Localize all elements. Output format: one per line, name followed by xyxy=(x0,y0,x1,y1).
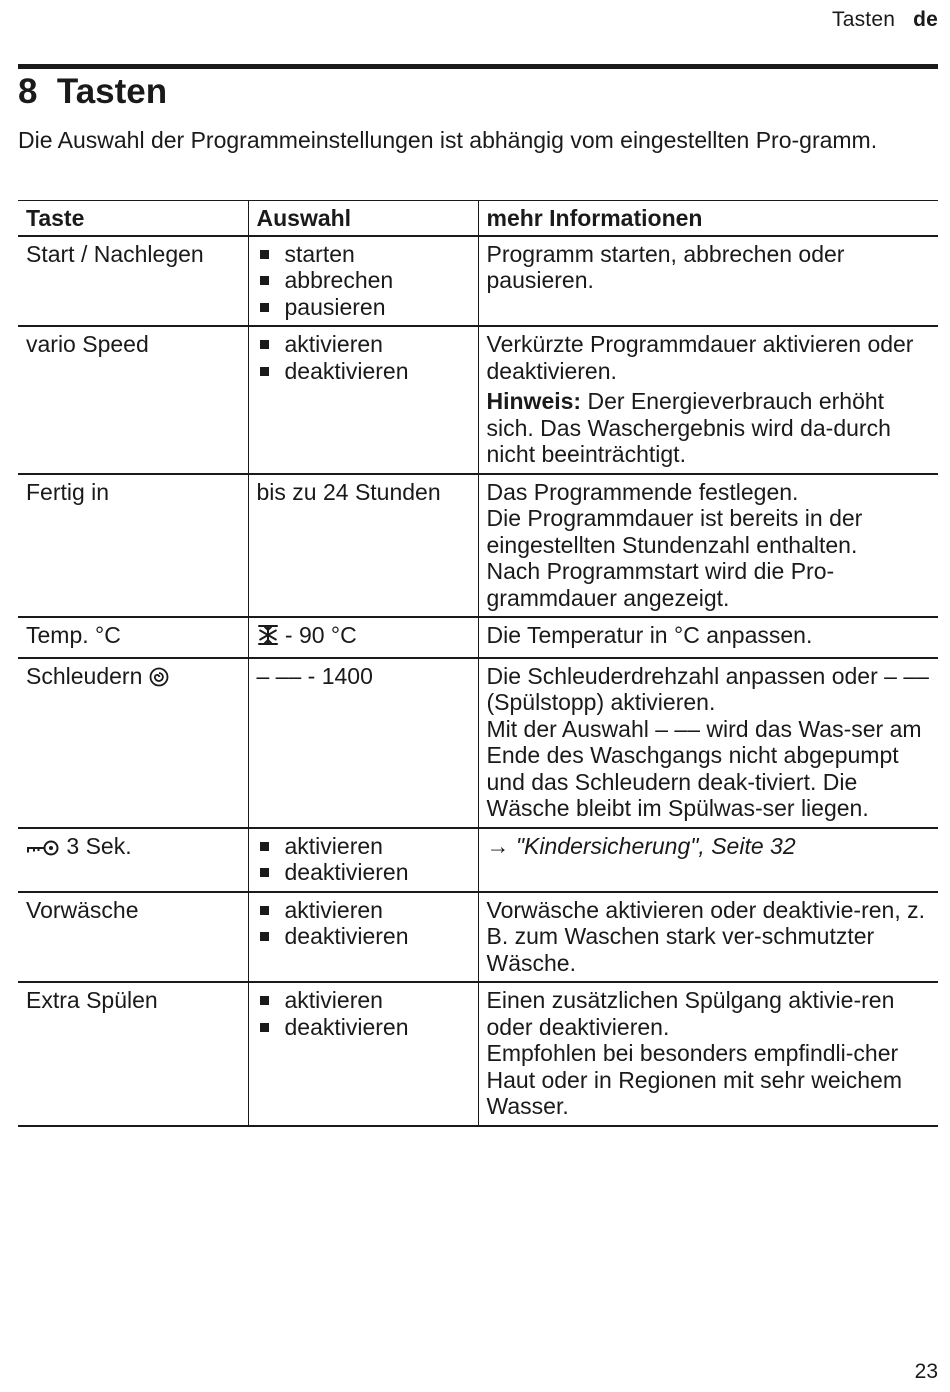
info-text: Das Programmende festlegen. xyxy=(486,478,799,505)
info-text: Mit der Auswahl – –– wird das Was-ser am Ende des Waschgangs nicht abgepumpt und das Schleudern deak-tiviert. Die Wäsche bleibt im Spülwas-ser liegen. xyxy=(486,715,922,821)
selection-cell xyxy=(248,326,478,474)
key-cell: Extra Spülen xyxy=(18,982,248,1126)
info-text: Vorwäsche aktivieren oder deaktivie-ren, z. B. zum Waschen stark ver-schmutzter Wäsche. xyxy=(486,896,925,976)
option-list xyxy=(257,897,470,950)
running-header-language: de xyxy=(913,8,938,31)
selection-cell: bis zu 24 Stunden xyxy=(248,474,478,618)
option-item: aktivieren xyxy=(257,833,470,860)
spin-icon xyxy=(149,666,169,693)
column-header-auswahl: Auswahl xyxy=(248,201,478,236)
chapter-number: 8 xyxy=(18,72,38,111)
option-item: abbrechen xyxy=(257,267,470,294)
child-lock-key-icon xyxy=(26,836,60,863)
key-cell: Temp. °C xyxy=(18,617,248,658)
keys-table xyxy=(18,200,938,1127)
info-text: Programm starten, abbrechen oder pausieren. xyxy=(486,240,845,293)
table-row xyxy=(18,474,938,618)
cross-reference-text[interactable]: "Kindersicherung", Seite 32 xyxy=(515,832,796,859)
info-cell xyxy=(478,326,938,474)
option-list xyxy=(257,987,470,1040)
info-text: Verkürzte Programmdauer aktivieren oder deaktivieren. xyxy=(486,331,914,384)
option-item: deaktivieren xyxy=(257,923,470,950)
right-arrow-icon: → xyxy=(486,832,510,859)
option-item: pausieren xyxy=(257,294,470,321)
cold-snowflake-icon xyxy=(257,624,279,652)
option-list xyxy=(257,241,470,321)
table-row xyxy=(18,892,938,983)
info-text: Nach Programmstart wird die Pro-grammdauer angezeigt. xyxy=(486,558,835,611)
option-list xyxy=(257,833,470,886)
table-header-row xyxy=(18,201,938,236)
option-item: aktivieren xyxy=(257,897,470,924)
selection-cell xyxy=(248,982,478,1126)
info-cell xyxy=(478,828,938,892)
cross-reference[interactable] xyxy=(487,833,931,860)
chapter-rule xyxy=(18,64,938,69)
key-cell: Fertig in xyxy=(18,474,248,618)
table-row xyxy=(18,617,938,658)
table-row xyxy=(18,658,938,828)
option-item: deaktivieren xyxy=(257,358,470,385)
intro-paragraph: Die Auswahl der Programmeinstellungen ist abhängig vom eingestellten Pro-gramm. xyxy=(18,127,878,153)
info-text: Die Schleuderdrehzahl anpassen oder – –– (Spülstopp) aktivieren. xyxy=(486,662,929,715)
key-cell: vario Speed xyxy=(18,326,248,474)
selection-cell: – –– - 1400 xyxy=(248,658,478,828)
info-cell xyxy=(478,658,938,828)
option-item: aktivieren xyxy=(257,987,470,1014)
chapter-title: Tasten xyxy=(56,72,168,111)
info-cell xyxy=(478,617,938,658)
key-cell: Start / Nachlegen xyxy=(18,236,248,327)
info-cell xyxy=(478,474,938,618)
key-cell: Vorwäsche xyxy=(18,892,248,983)
column-header-info: mehr Informationen xyxy=(478,201,938,236)
note xyxy=(487,388,931,468)
selection-cell xyxy=(248,828,478,892)
info-cell xyxy=(478,892,938,983)
table-row xyxy=(18,236,938,327)
selection-range: - 90 °C xyxy=(284,622,357,648)
option-list xyxy=(257,331,470,384)
option-item: aktivieren xyxy=(257,331,470,358)
note-label: Hinweis: xyxy=(486,388,582,414)
table-row xyxy=(18,828,938,892)
chapter-heading xyxy=(18,72,167,112)
key-label: 3 Sek. xyxy=(66,832,132,859)
column-header-taste: Taste xyxy=(18,201,248,236)
key-label: Schleudern xyxy=(26,662,143,689)
table-row xyxy=(18,982,938,1126)
selection-cell xyxy=(248,236,478,327)
option-item: deaktivieren xyxy=(257,859,470,886)
page-number: 23 xyxy=(914,1360,938,1383)
selection-cell xyxy=(248,892,478,983)
option-item: starten xyxy=(257,241,470,268)
info-cell xyxy=(478,982,938,1126)
info-text: Die Programmdauer ist bereits in der eingestellten Stundenzahl enthalten. xyxy=(486,505,863,558)
info-cell xyxy=(478,236,938,327)
option-item: deaktivieren xyxy=(257,1014,470,1041)
info-text: Die Temperatur in °C anpassen. xyxy=(486,622,813,648)
note-text: Der Energieverbrauch erhöht sich. Das Waschergebnis wird da-durch nicht beeinträchtigt. xyxy=(486,388,891,467)
running-header xyxy=(832,8,938,32)
selection-cell xyxy=(248,617,478,658)
key-cell xyxy=(18,658,248,828)
info-text: Empfohlen bei besonders empfindli-cher Haut oder in Regionen mit sehr weichem Wasser. xyxy=(486,1040,902,1119)
key-cell xyxy=(18,828,248,892)
table-row xyxy=(18,326,938,474)
info-text: Einen zusätzlichen Spülgang aktivie-ren oder deaktivieren. xyxy=(486,987,895,1040)
running-header-section: Tasten xyxy=(832,8,896,31)
